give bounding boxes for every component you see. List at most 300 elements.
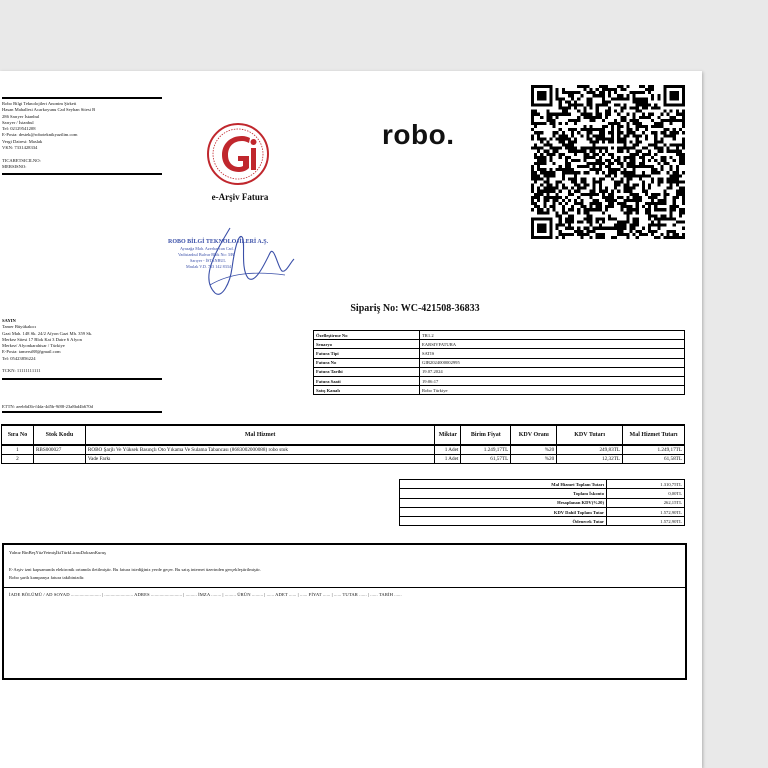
- qr-module: [614, 217, 617, 220]
- qr-module: [599, 91, 602, 94]
- qr-module: [593, 190, 596, 193]
- qr-module: [596, 159, 599, 162]
- qr-module: [586, 162, 589, 165]
- qr-module: [586, 208, 589, 211]
- qr-module: [540, 177, 543, 180]
- qr-module: [608, 107, 611, 110]
- qr-module: [611, 137, 614, 140]
- qr-module: [602, 85, 605, 88]
- qr-module: [534, 174, 537, 177]
- qr-module: [577, 85, 580, 88]
- qr-module: [531, 116, 534, 119]
- qr-module: [571, 150, 574, 153]
- qr-module: [580, 94, 583, 97]
- qr-module: [583, 184, 586, 187]
- qr-module: [580, 230, 583, 233]
- qr-module: [617, 125, 620, 128]
- qr-module: [682, 113, 685, 116]
- qr-module: [556, 227, 559, 230]
- qr-module: [586, 227, 589, 230]
- qr-module: [636, 199, 639, 202]
- qr-module: [562, 184, 565, 187]
- qr-module: [531, 122, 534, 125]
- qr-module: [599, 113, 602, 116]
- qr-module: [568, 168, 571, 171]
- qr-module: [660, 119, 663, 122]
- qr-module: [537, 147, 540, 150]
- qr-module: [577, 221, 580, 224]
- qr-module: [596, 162, 599, 165]
- qr-module: [636, 103, 639, 106]
- qr-module: [648, 184, 651, 187]
- qr-module: [562, 177, 565, 180]
- qr-module: [605, 116, 608, 119]
- qr-module: [648, 153, 651, 156]
- qr-module: [537, 113, 540, 116]
- qr-module: [630, 171, 633, 174]
- qr-module: [667, 162, 670, 165]
- qr-module: [605, 190, 608, 193]
- qr-module: [648, 208, 651, 211]
- qr-module: [590, 162, 593, 165]
- qr-module: [676, 147, 679, 150]
- qr-module: [670, 168, 673, 171]
- totals-value: 1.310,75TL: [607, 480, 685, 489]
- totals-row: [400, 480, 685, 489]
- info-value: 19:06:17: [420, 376, 685, 385]
- qr-module: [562, 174, 565, 177]
- qr-module: [651, 85, 654, 88]
- qr-module: [608, 193, 611, 196]
- qr-module: [620, 224, 623, 227]
- qr-module: [673, 134, 676, 137]
- qr-module: [596, 94, 599, 97]
- qr-module: [673, 196, 676, 199]
- qr-module: [617, 150, 620, 153]
- qr-module: [596, 140, 599, 143]
- qr-module: [583, 150, 586, 153]
- qr-module: [546, 193, 549, 196]
- qr-module: [673, 137, 676, 140]
- qr-module: [633, 153, 636, 156]
- qr-module: [556, 187, 559, 190]
- qr-module: [546, 196, 549, 199]
- qr-module: [626, 147, 629, 150]
- qr-module: [540, 116, 543, 119]
- qr-module: [626, 199, 629, 202]
- qr-module: [605, 196, 608, 199]
- qr-module: [574, 199, 577, 202]
- info-value: Robo Türkiye: [420, 386, 685, 395]
- qr-module: [599, 227, 602, 230]
- qr-module: [660, 113, 663, 116]
- qr-module: [565, 134, 568, 137]
- qr-module: [574, 140, 577, 143]
- qr-module: [568, 224, 571, 227]
- totals-row: [400, 517, 685, 526]
- info-key: Senaryo: [314, 340, 420, 349]
- qr-module: [549, 119, 552, 122]
- qr-module: [633, 147, 636, 150]
- qr-module: [534, 122, 537, 125]
- qr-module: [617, 180, 620, 183]
- qr-module: [574, 119, 577, 122]
- qr-module: [543, 199, 546, 202]
- qr-module: [537, 137, 540, 140]
- qr-module: [543, 190, 546, 193]
- qr-module: [543, 171, 546, 174]
- qr-module: [682, 187, 685, 190]
- qr-module: [663, 208, 666, 211]
- totals-table: [399, 479, 685, 526]
- qr-module: [633, 162, 636, 165]
- qr-module: [580, 193, 583, 196]
- qr-module: [543, 144, 546, 147]
- stamp-line: Ayazağa Mah. Azerbaycan Cad.: [180, 246, 234, 251]
- qr-module: [654, 193, 657, 196]
- qr-module: [553, 187, 556, 190]
- qr-module: [583, 107, 586, 110]
- qr-module: [534, 202, 537, 205]
- buyer-line: TCKN: 11111111111: [2, 368, 41, 374]
- qr-module: [562, 97, 565, 100]
- qr-module: [574, 137, 577, 140]
- qr-module: [586, 153, 589, 156]
- qr-module: [583, 193, 586, 196]
- qr-module: [654, 196, 657, 199]
- qr-module: [540, 153, 543, 156]
- qr-module: [608, 214, 611, 217]
- qr-module: [667, 134, 670, 137]
- qr-module: [660, 208, 663, 211]
- qr-module: [639, 156, 642, 159]
- qr-module: [633, 165, 636, 168]
- qr-module: [626, 97, 629, 100]
- qr-module: [583, 156, 586, 159]
- qr-module: [660, 165, 663, 168]
- qr-module: [531, 137, 534, 140]
- qr-module: [599, 168, 602, 171]
- qr-module: [586, 103, 589, 106]
- info-key: Fatura Tarihi: [314, 367, 420, 376]
- column-header: Sıra No: [2, 425, 34, 445]
- qr-module: [586, 97, 589, 100]
- qr-module: [608, 91, 611, 94]
- totals-key: Ödenecek Tutar: [400, 517, 607, 526]
- qr-module: [580, 103, 583, 106]
- qr-module: [534, 144, 537, 147]
- info-row: [314, 367, 685, 376]
- qr-module: [633, 156, 636, 159]
- qr-module: [556, 199, 559, 202]
- qr-module: [682, 202, 685, 205]
- qr-module: [540, 171, 543, 174]
- qr-module: [534, 131, 537, 134]
- qr-module: [593, 156, 596, 159]
- seller-top-rule: [2, 97, 162, 99]
- qr-module: [617, 131, 620, 134]
- table-cell: 1 Adet: [435, 445, 461, 455]
- qr-module: [626, 221, 629, 224]
- qr-module: [608, 165, 611, 168]
- qr-module: [586, 156, 589, 159]
- qr-module: [596, 217, 599, 220]
- seller-line: VKN: 7331428334: [2, 145, 38, 151]
- qr-module: [636, 134, 639, 137]
- buyer-line: SAYIN: [2, 318, 16, 323]
- qr-module: [580, 128, 583, 131]
- qr-module: [583, 227, 586, 230]
- qr-module: [682, 125, 685, 128]
- qr-module: [602, 94, 605, 97]
- qr-module: [565, 113, 568, 116]
- qr-module: [556, 94, 559, 97]
- qr-module: [574, 184, 577, 187]
- totals-row: [400, 507, 685, 516]
- qr-module: [663, 217, 666, 220]
- qr-module: [571, 208, 574, 211]
- qr-module: [673, 205, 676, 208]
- qr-module: [630, 119, 633, 122]
- qr-module: [599, 187, 602, 190]
- qr-module: [657, 184, 660, 187]
- qr-module: [562, 153, 565, 156]
- qr-module: [617, 122, 620, 125]
- qr-module: [639, 199, 642, 202]
- qr-module: [654, 159, 657, 162]
- qr-module: [559, 217, 562, 220]
- qr-module: [682, 233, 685, 236]
- qr-module: [543, 205, 546, 208]
- qr-module: [602, 211, 605, 214]
- qr-module: [596, 236, 599, 239]
- qr-module: [639, 150, 642, 153]
- qr-module: [639, 165, 642, 168]
- qr-module: [626, 128, 629, 131]
- qr-module: [660, 137, 663, 140]
- qr-module: [626, 187, 629, 190]
- qr-module: [608, 137, 611, 140]
- qr-module: [645, 174, 648, 177]
- qr-module: [556, 168, 559, 171]
- qr-module: [571, 144, 574, 147]
- qr-module: [596, 110, 599, 113]
- company-stamp: [160, 223, 310, 303]
- qr-module: [608, 171, 611, 174]
- qr-module: [633, 159, 636, 162]
- qr-module: [568, 177, 571, 180]
- qr-module: [660, 159, 663, 162]
- qr-module: [673, 116, 676, 119]
- qr-module: [657, 193, 660, 196]
- qr-module: [537, 205, 540, 208]
- qr-module: [596, 205, 599, 208]
- qr-module: [593, 177, 596, 180]
- qr-module: [577, 116, 580, 119]
- qr-module: [590, 119, 593, 122]
- totals-value: 0,00TL: [607, 489, 685, 498]
- qr-module: [623, 184, 626, 187]
- qr-module: [670, 131, 673, 134]
- qr-module: [553, 202, 556, 205]
- qr-module: [596, 153, 599, 156]
- note-line: E-Arşiv izni kapsamında elektronik ortamda iletilmiştir. Bu fatura istediğiniz yerde geçer. Bu satış internet üzerinden gerçekleştirilmiştir.: [9, 567, 261, 572]
- qr-module: [556, 214, 559, 217]
- qr-module: [673, 131, 676, 134]
- qr-module: [654, 214, 657, 217]
- qr-module: [599, 177, 602, 180]
- qr-module: [682, 153, 685, 156]
- qr-module: [553, 150, 556, 153]
- stamp-line: Vadistanbul Bulvar Blok No: 3/B: [178, 252, 234, 257]
- qr-module: [651, 171, 654, 174]
- qr-module: [608, 153, 611, 156]
- qr-module: [657, 217, 660, 220]
- qr-module: [642, 159, 645, 162]
- qr-module: [602, 221, 605, 224]
- qr-module: [670, 116, 673, 119]
- qr-module: [574, 202, 577, 205]
- qr-module: [679, 211, 682, 214]
- amount-in-words: Yalnız BinBeşYüzYetmişİkiTürkLirasıDoksanKuruş: [9, 550, 106, 555]
- qr-module: [645, 128, 648, 131]
- qr-module: [565, 110, 568, 113]
- qr-module: [663, 224, 666, 227]
- qr-module: [648, 113, 651, 116]
- qr-module: [596, 168, 599, 171]
- qr-module: [670, 177, 673, 180]
- qr-module: [559, 230, 562, 233]
- qr-module: [590, 190, 593, 193]
- qr-module: [556, 236, 559, 239]
- qr-module: [670, 217, 673, 220]
- qr-module: [593, 147, 596, 150]
- qr-module: [590, 196, 593, 199]
- qr-module: [577, 165, 580, 168]
- qr-module: [670, 174, 673, 177]
- qr-module: [682, 162, 685, 165]
- qr-module: [531, 165, 534, 168]
- qr-module: [568, 94, 571, 97]
- qr-module: [611, 190, 614, 193]
- qr-module: [605, 125, 608, 128]
- qr-module: [626, 171, 629, 174]
- qr-module: [633, 199, 636, 202]
- qr-module: [639, 134, 642, 137]
- qr-module: [642, 97, 645, 100]
- qr-module: [642, 190, 645, 193]
- qr-module: [663, 131, 666, 134]
- qr-module: [540, 137, 543, 140]
- qr-module: [537, 134, 540, 137]
- qr-module: [636, 128, 639, 131]
- qr-module: [565, 165, 568, 168]
- qr-module: [648, 85, 651, 88]
- qr-module: [633, 196, 636, 199]
- qr-module: [614, 227, 617, 230]
- qr-module: [620, 171, 623, 174]
- qr-module: [590, 147, 593, 150]
- qr-module: [593, 165, 596, 168]
- qr-module: [605, 113, 608, 116]
- qr-module: [553, 174, 556, 177]
- qr-module: [574, 159, 577, 162]
- qr-module: [574, 91, 577, 94]
- qr-module: [593, 140, 596, 143]
- qr-module: [639, 230, 642, 233]
- qr-module: [580, 221, 583, 224]
- qr-module: [651, 180, 654, 183]
- qr-module: [673, 128, 676, 131]
- qr-module: [611, 147, 614, 150]
- qr-module: [682, 140, 685, 143]
- qr-module: [654, 236, 657, 239]
- qr-module: [568, 137, 571, 140]
- qr-module: [639, 177, 642, 180]
- qr-module: [620, 110, 623, 113]
- qr-module: [657, 116, 660, 119]
- qr-module: [657, 236, 660, 239]
- qr-module: [565, 217, 568, 220]
- qr-module: [633, 174, 636, 177]
- qr-module: [553, 196, 556, 199]
- qr-module: [608, 110, 611, 113]
- qr-module: [614, 180, 617, 183]
- qr-module: [648, 230, 651, 233]
- qr-module: [596, 227, 599, 230]
- qr-module: [605, 165, 608, 168]
- qr-module: [534, 171, 537, 174]
- qr-module: [583, 177, 586, 180]
- qr-module: [608, 162, 611, 165]
- column-header: Stok Kodu: [33, 425, 85, 445]
- qr-module: [657, 147, 660, 150]
- qr-module: [657, 150, 660, 153]
- qr-module: [648, 224, 651, 227]
- qr-module: [630, 140, 633, 143]
- qr-module: [562, 208, 565, 211]
- qr-module: [657, 177, 660, 180]
- qr-module: [642, 85, 645, 88]
- qr-module: [682, 171, 685, 174]
- qr-module: [657, 202, 660, 205]
- qr-module: [540, 162, 543, 165]
- qr-module: [605, 159, 608, 162]
- qr-module: [571, 91, 574, 94]
- qr-module: [602, 147, 605, 150]
- qr-module: [577, 91, 580, 94]
- qr-module: [648, 187, 651, 190]
- qr-module: [620, 221, 623, 224]
- qr-module: [645, 153, 648, 156]
- qr-module: [543, 180, 546, 183]
- qr-module: [586, 100, 589, 103]
- qr-module: [590, 125, 593, 128]
- qr-module: [583, 171, 586, 174]
- qr-module: [531, 119, 534, 122]
- qr-module: [667, 150, 670, 153]
- qr-module: [605, 88, 608, 91]
- qr-module: [679, 208, 682, 211]
- qr-module: [614, 110, 617, 113]
- qr-module: [599, 150, 602, 153]
- qr-module: [633, 131, 636, 134]
- qr-module: [553, 125, 556, 128]
- info-row: [314, 340, 685, 349]
- qr-module: [660, 150, 663, 153]
- qr-module: [559, 107, 562, 110]
- qr-module: [673, 150, 676, 153]
